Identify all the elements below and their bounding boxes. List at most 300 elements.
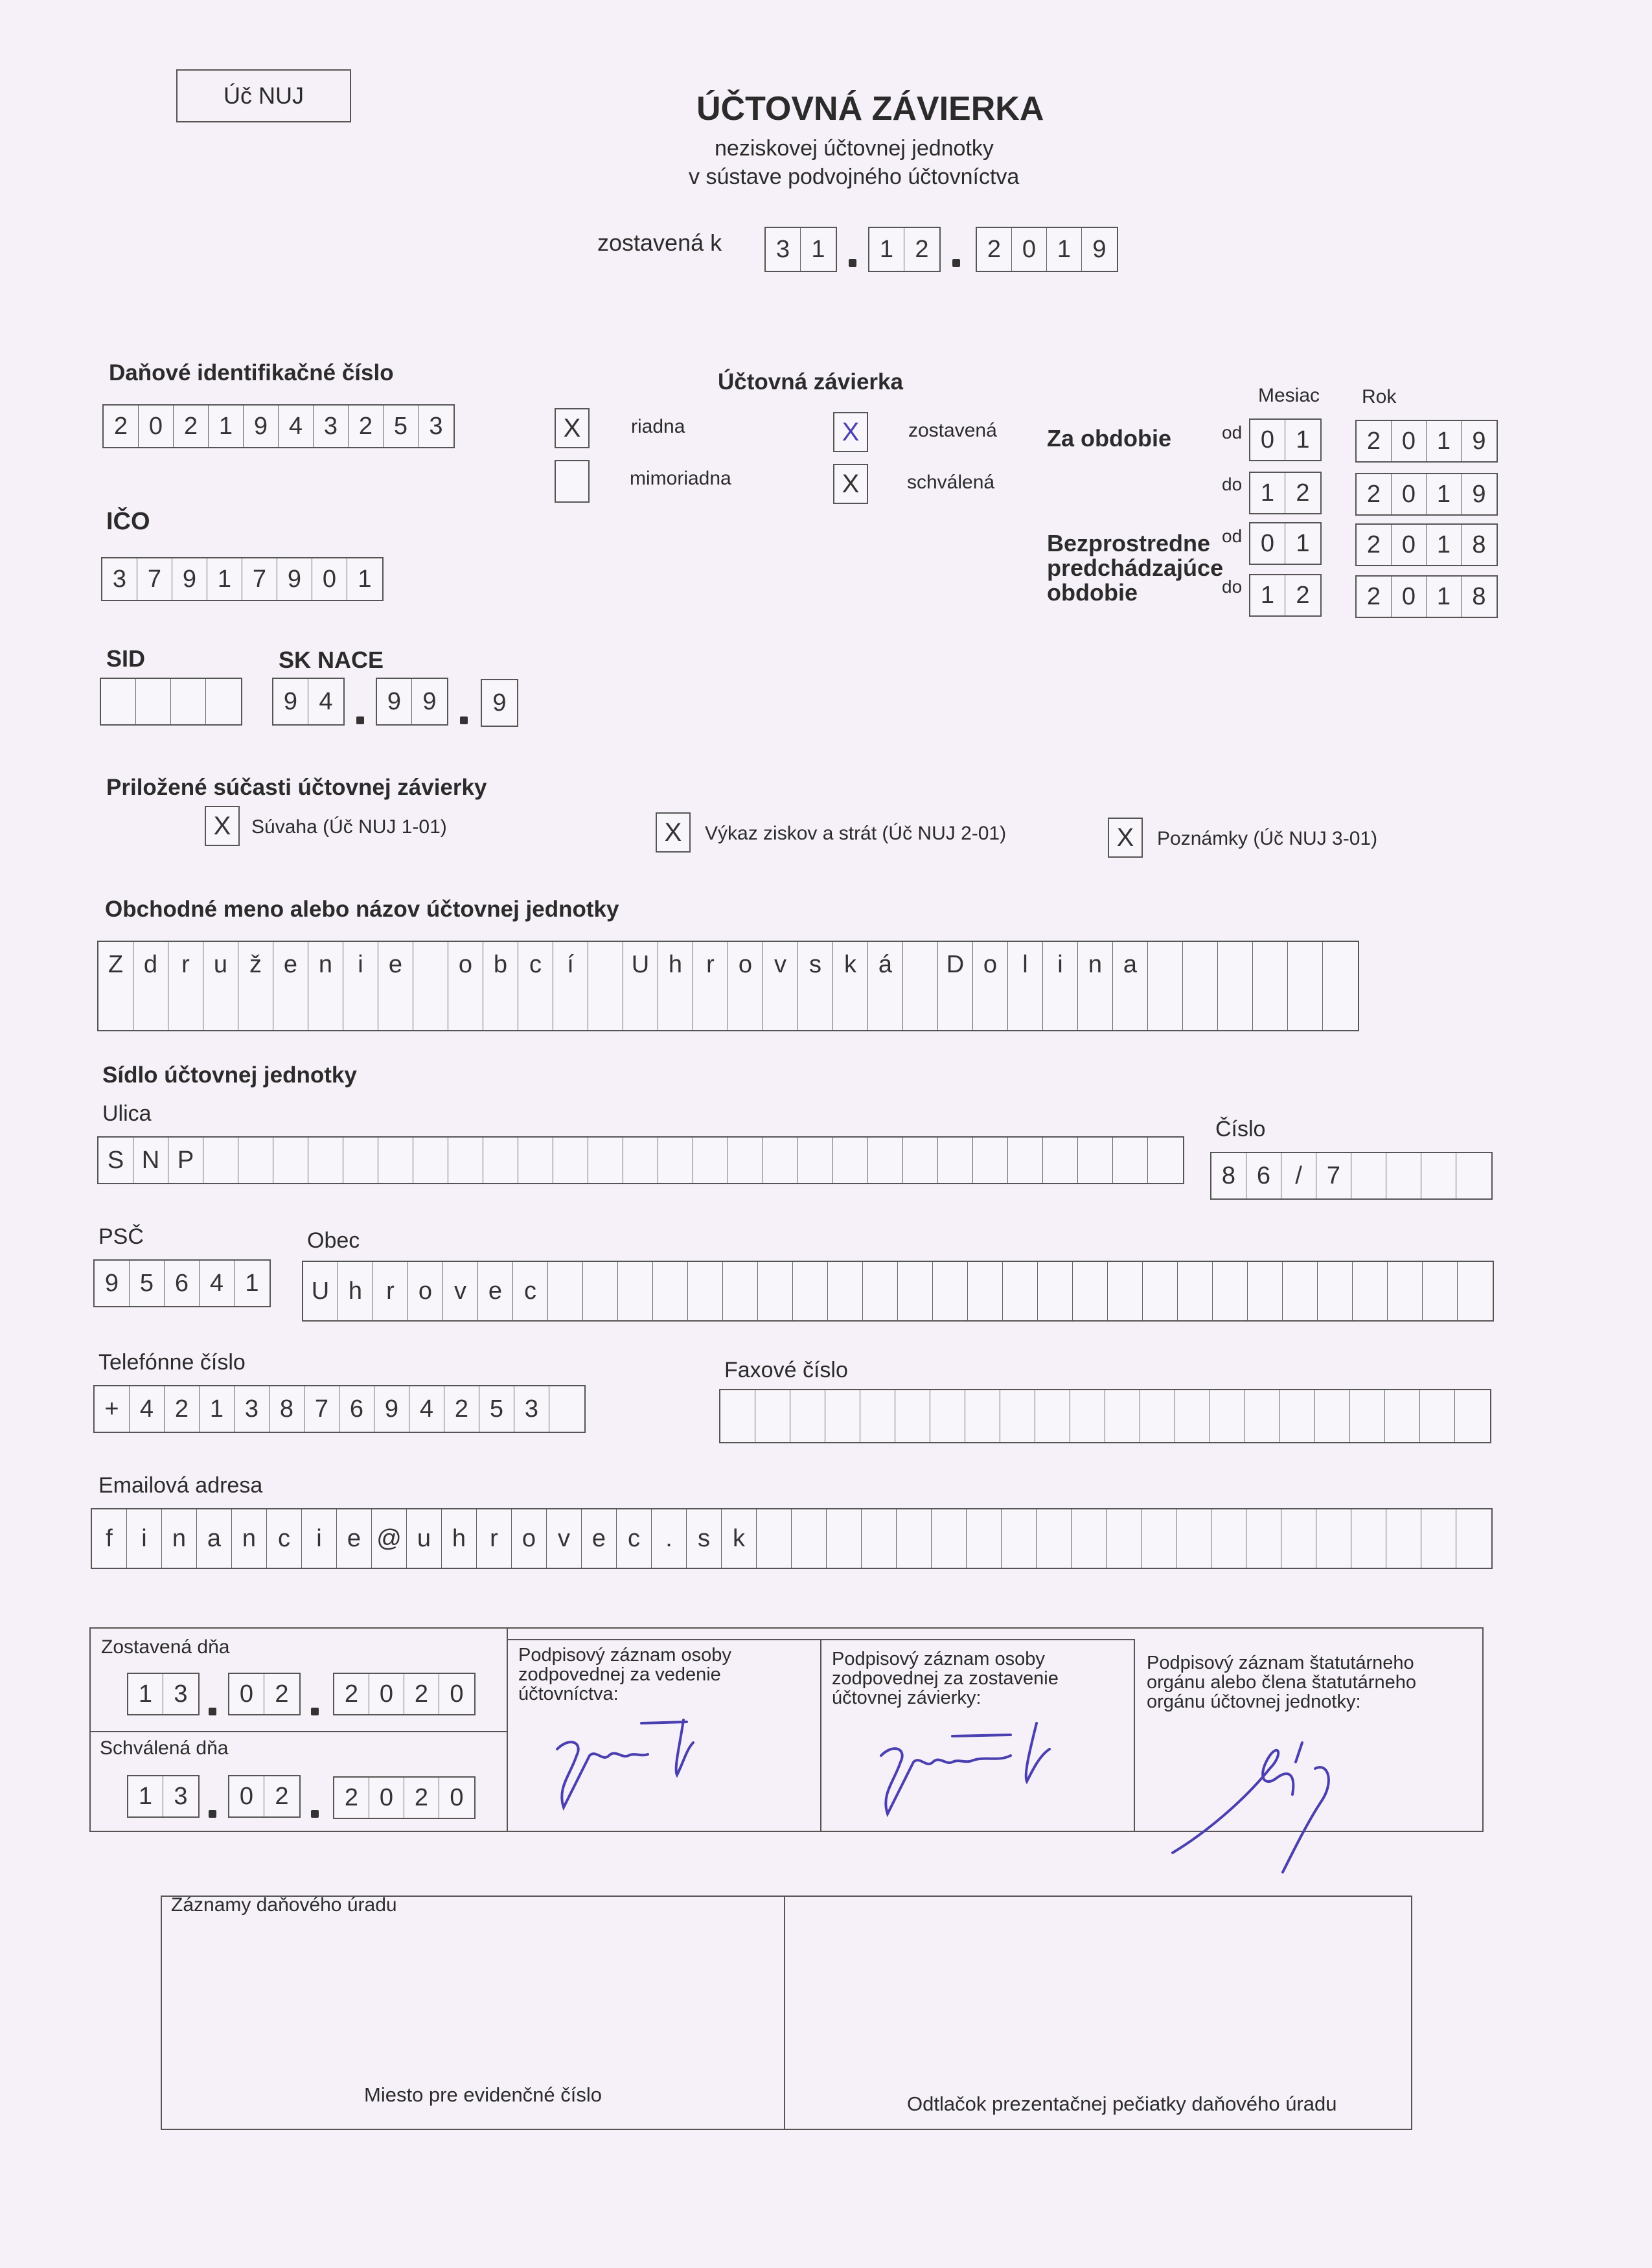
fax-field[interactable] xyxy=(719,1389,1491,1443)
nace-dot xyxy=(356,716,364,724)
zostavena-dna-label: Zostavená dňa xyxy=(101,1636,230,1658)
char-cell xyxy=(1421,1153,1456,1198)
char-cell xyxy=(1420,1390,1455,1442)
form-subtitle-2: v sústave podvojného účtovníctva xyxy=(689,165,1020,189)
char-cell: 9 xyxy=(273,679,308,724)
char-cell: 0 xyxy=(1250,523,1285,564)
char-cell: 7 xyxy=(304,1386,339,1432)
zavierka-label: Účtovná závierka xyxy=(718,369,903,395)
obec-field[interactable] xyxy=(302,1261,1494,1322)
char-cell: 1 xyxy=(1427,525,1462,565)
char-cell xyxy=(623,1138,658,1183)
char-cell: 3 xyxy=(314,406,349,447)
char-cell: 2 xyxy=(444,1386,479,1432)
char-cell xyxy=(860,1390,895,1442)
char-cell xyxy=(755,1390,790,1442)
od-label: od xyxy=(1222,422,1243,442)
char-cell xyxy=(1072,1509,1107,1568)
char-cell xyxy=(1248,1262,1283,1320)
compiled-year[interactable] xyxy=(976,227,1118,272)
char-cell: 1 xyxy=(209,406,244,447)
char-cell xyxy=(833,986,868,1030)
char-cell: 2 xyxy=(1296,479,1310,507)
char-cell: 2 xyxy=(404,1674,439,1714)
cislo-label: Číslo xyxy=(1215,1117,1266,1141)
char-cell xyxy=(548,1262,583,1320)
char-cell: v xyxy=(443,1262,478,1320)
schvalena-checkbox[interactable]: X xyxy=(833,464,868,504)
char-cell xyxy=(518,986,553,1030)
char-cell: á xyxy=(868,942,903,987)
char-cell xyxy=(1073,1262,1108,1320)
zostavena-label: zostavená xyxy=(908,420,997,441)
char-cell xyxy=(903,986,938,1030)
psc-label: PSČ xyxy=(98,1224,144,1249)
char-cell xyxy=(1350,1390,1385,1442)
char-cell: u xyxy=(203,942,238,987)
cislo-field[interactable] xyxy=(1210,1152,1493,1200)
char-cell xyxy=(1351,1153,1386,1198)
char-cell xyxy=(1385,1390,1420,1442)
riadna-label: riadna xyxy=(631,416,685,437)
char-cell: 2 xyxy=(1296,581,1310,609)
char-cell: h xyxy=(658,942,693,987)
char-cell xyxy=(1113,1138,1148,1183)
sid-field[interactable] xyxy=(100,678,242,726)
char-cell xyxy=(967,1509,1002,1568)
schvalena-year[interactable] xyxy=(333,1776,476,1819)
char-cell: 8 xyxy=(270,1386,304,1432)
char-cell: 2 xyxy=(174,406,209,447)
char-cell: 0 xyxy=(450,1680,464,1708)
char-cell: 4 xyxy=(279,406,314,447)
char-cell: í xyxy=(553,942,588,987)
char-cell: h xyxy=(338,1262,373,1320)
char-cell: a xyxy=(197,1509,232,1568)
char-cell xyxy=(549,1386,584,1432)
previous-od-year[interactable] xyxy=(1355,523,1498,566)
char-cell: s xyxy=(798,942,833,987)
mimoriadna-checkbox[interactable] xyxy=(555,460,590,503)
char-cell: v xyxy=(763,942,798,987)
char-cell: l xyxy=(1008,942,1043,987)
char-cell xyxy=(1218,986,1253,1030)
char-cell: + xyxy=(95,1386,130,1432)
char-cell: 3 xyxy=(102,558,137,600)
name-line-1[interactable] xyxy=(97,941,1359,989)
char-cell xyxy=(1043,986,1078,1030)
char-cell xyxy=(168,986,203,1030)
char-cell: i xyxy=(343,942,378,987)
signature-compiler xyxy=(868,1717,1062,1833)
name-label: Obchodné meno alebo názov účtovnej jednotky xyxy=(105,897,619,922)
char-cell xyxy=(413,942,448,987)
char-cell: 3 xyxy=(514,1386,549,1432)
rok-label: Rok xyxy=(1362,386,1397,407)
predch-label-1: Bezprostredne xyxy=(1047,530,1211,556)
char-cell: S xyxy=(98,1138,133,1183)
char-cell xyxy=(378,986,413,1030)
char-cell: i xyxy=(302,1509,337,1568)
char-cell: U xyxy=(303,1262,338,1320)
char-cell: 2 xyxy=(349,406,384,447)
char-cell xyxy=(1003,1262,1038,1320)
char-cell: 9 xyxy=(492,689,507,716)
char-cell: 2 xyxy=(1357,421,1392,461)
char-cell xyxy=(1253,986,1288,1030)
char-cell: e xyxy=(337,1509,372,1568)
char-cell: s xyxy=(687,1509,722,1568)
zostavena-day[interactable] xyxy=(127,1673,200,1715)
char-cell xyxy=(1000,1390,1035,1442)
obec-label: Obec xyxy=(307,1228,360,1253)
char-cell xyxy=(101,679,136,724)
date-dot xyxy=(311,1708,319,1715)
date-dot xyxy=(311,1810,319,1818)
char-cell: 7 xyxy=(137,558,172,600)
char-cell: r xyxy=(477,1509,512,1568)
char-cell xyxy=(1175,1390,1210,1442)
char-cell xyxy=(1070,1390,1105,1442)
char-cell xyxy=(1288,986,1323,1030)
za-obdobie-label: Za obdobie xyxy=(1047,425,1171,452)
char-cell xyxy=(930,1390,965,1442)
char-cell: n xyxy=(232,1509,267,1568)
char-cell: f xyxy=(92,1509,127,1568)
char-cell xyxy=(688,1262,723,1320)
char-cell: P xyxy=(168,1138,203,1183)
char-cell: 4 xyxy=(200,1261,235,1306)
char-cell xyxy=(868,1138,903,1183)
evidence-number-caption: Miesto pre evidenčné číslo xyxy=(364,2083,602,2106)
char-cell xyxy=(763,986,798,1030)
char-cell xyxy=(1353,1262,1388,1320)
char-cell: c xyxy=(617,1509,652,1568)
char-cell xyxy=(758,1262,793,1320)
sk-nace-label: SK NACE xyxy=(279,647,384,673)
char-cell: 9 xyxy=(172,558,207,600)
char-cell xyxy=(413,1138,448,1183)
char-cell xyxy=(623,986,658,1030)
char-cell: v xyxy=(547,1509,582,1568)
char-cell xyxy=(1245,1390,1280,1442)
do-label: do xyxy=(1222,474,1243,494)
char-cell: 9 xyxy=(277,558,312,600)
vykaz-checkbox[interactable]: X xyxy=(656,812,691,853)
char-cell: . xyxy=(652,1509,687,1568)
char-cell: 8 xyxy=(1472,531,1486,558)
char-cell xyxy=(1316,1509,1351,1568)
char-cell: i xyxy=(127,1509,162,1568)
char-cell: 1 xyxy=(1427,421,1462,461)
char-cell: c xyxy=(267,1509,302,1568)
char-cell xyxy=(483,1138,518,1183)
char-cell xyxy=(1421,1509,1456,1568)
char-cell: 9 xyxy=(377,679,412,724)
char-cell xyxy=(588,986,623,1030)
current-od-month[interactable] xyxy=(1249,418,1322,461)
char-cell xyxy=(1037,1509,1072,1568)
char-cell xyxy=(1113,986,1148,1030)
char-cell: c xyxy=(513,1262,548,1320)
char-cell: 2 xyxy=(334,1778,369,1818)
char-cell xyxy=(1288,942,1323,987)
date-dot xyxy=(952,259,960,267)
previous-od-month[interactable] xyxy=(1249,522,1322,565)
schvalena-label: schválená xyxy=(907,472,995,493)
char-cell xyxy=(1456,1153,1491,1198)
char-cell xyxy=(1008,986,1043,1030)
nace-dot xyxy=(460,716,468,724)
char-cell xyxy=(448,986,483,1030)
char-cell xyxy=(583,1262,618,1320)
sk-nace-part-1[interactable] xyxy=(272,678,345,726)
char-cell: n xyxy=(308,942,343,987)
char-cell: 7 xyxy=(242,558,277,600)
char-cell xyxy=(203,986,238,1030)
char-cell xyxy=(1318,1262,1353,1320)
char-cell xyxy=(862,1509,897,1568)
char-cell xyxy=(378,1138,413,1183)
char-cell xyxy=(1141,1509,1176,1568)
char-cell: 1 xyxy=(811,235,825,263)
char-cell: n xyxy=(162,1509,197,1568)
poznamky-label: Poznámky (Úč NUJ 3-01) xyxy=(1157,828,1378,849)
char-cell: 4 xyxy=(130,1386,165,1432)
char-cell: 0 xyxy=(1392,525,1427,565)
char-cell: u xyxy=(407,1509,442,1568)
char-cell xyxy=(903,1138,938,1183)
zostavena-month[interactable] xyxy=(228,1673,301,1715)
char-cell: e xyxy=(582,1509,617,1568)
char-cell xyxy=(588,942,623,987)
od-label: od xyxy=(1222,526,1243,546)
char-cell: Z xyxy=(98,942,133,987)
char-cell xyxy=(933,1262,968,1320)
char-cell xyxy=(1105,1390,1140,1442)
tel-field[interactable] xyxy=(93,1385,586,1433)
sk-nace-part-2[interactable] xyxy=(376,678,448,726)
char-cell xyxy=(1148,1138,1183,1183)
char-cell xyxy=(343,1138,378,1183)
char-cell xyxy=(308,1138,343,1183)
char-cell: 0 xyxy=(312,558,347,600)
char-cell xyxy=(1148,942,1183,987)
char-cell xyxy=(973,986,1008,1030)
char-cell xyxy=(1143,1262,1178,1320)
char-cell: 9 xyxy=(1472,480,1486,508)
seat-label: Sídlo účtovnej jednotky xyxy=(102,1062,357,1088)
char-cell: o xyxy=(728,942,763,987)
char-cell xyxy=(693,986,728,1030)
char-cell: 6 xyxy=(1246,1153,1281,1198)
compiled-to-label: zostavená k xyxy=(597,229,722,256)
char-cell: 2 xyxy=(915,235,929,263)
char-cell: 1 xyxy=(1296,529,1310,557)
char-cell: 6 xyxy=(339,1386,374,1432)
char-cell: 0 xyxy=(139,406,174,447)
char-cell xyxy=(728,1138,763,1183)
char-cell: 6 xyxy=(165,1261,200,1306)
zostavena-year[interactable] xyxy=(333,1673,476,1715)
char-cell xyxy=(793,1262,828,1320)
dic-field[interactable] xyxy=(102,404,455,448)
tax-office-divider xyxy=(784,1896,785,2130)
char-cell: o xyxy=(408,1262,443,1320)
char-cell: d xyxy=(133,942,168,987)
char-cell: 8 xyxy=(1211,1153,1246,1198)
current-od-year[interactable] xyxy=(1355,420,1498,463)
char-cell xyxy=(203,1138,238,1183)
char-cell: e xyxy=(478,1262,513,1320)
char-cell: 2 xyxy=(275,1782,289,1810)
char-cell xyxy=(1388,1262,1423,1320)
char-cell xyxy=(1002,1509,1037,1568)
char-cell xyxy=(723,1262,758,1320)
char-cell: ž xyxy=(238,942,273,987)
sk-nace-part-3[interactable] xyxy=(481,679,518,727)
char-cell: r xyxy=(693,942,728,987)
char-cell: 3 xyxy=(766,228,801,271)
char-cell: 1 xyxy=(245,1269,259,1297)
char-cell xyxy=(136,679,171,724)
char-cell: c xyxy=(518,942,553,987)
char-cell xyxy=(133,986,168,1030)
char-cell xyxy=(206,679,241,724)
schvalena-month[interactable] xyxy=(228,1775,301,1818)
ico-field[interactable] xyxy=(101,557,384,601)
char-cell xyxy=(1456,1509,1491,1568)
char-cell xyxy=(1183,942,1218,987)
char-cell xyxy=(483,986,518,1030)
char-cell: 4 xyxy=(319,687,333,715)
char-cell xyxy=(658,1138,693,1183)
previous-do-year[interactable] xyxy=(1355,575,1498,618)
char-cell: 2 xyxy=(334,1674,369,1714)
form-code: Úč NUJ xyxy=(224,82,304,109)
char-cell: D xyxy=(938,942,973,987)
fax-label: Faxové číslo xyxy=(724,1358,848,1382)
char-cell: 1 xyxy=(1427,474,1462,514)
email-field[interactable] xyxy=(91,1508,1493,1569)
do-label: do xyxy=(1222,577,1243,597)
char-cell: 3 xyxy=(174,1680,188,1708)
date-dot xyxy=(209,1708,216,1715)
form-code-box xyxy=(176,69,351,122)
compiled-month[interactable] xyxy=(868,227,941,272)
name-line-2[interactable] xyxy=(97,986,1359,1031)
char-cell xyxy=(833,1138,868,1183)
ico-label: IČO xyxy=(106,508,150,535)
char-cell xyxy=(973,1138,1008,1183)
char-cell: 9 xyxy=(1472,427,1486,455)
char-cell xyxy=(763,1138,798,1183)
char-cell: r xyxy=(168,942,203,987)
char-cell xyxy=(1423,1262,1458,1320)
char-cell xyxy=(448,1138,483,1183)
char-cell xyxy=(868,986,903,1030)
char-cell: 2 xyxy=(165,1386,200,1432)
suvaha-checkbox[interactable]: X xyxy=(205,806,240,846)
char-cell: 0 xyxy=(1012,228,1047,271)
char-cell: n xyxy=(1078,942,1113,987)
char-cell xyxy=(1078,986,1113,1030)
tax-office-label: Záznamy daňového úradu xyxy=(171,1894,397,1916)
char-cell xyxy=(1035,1390,1070,1442)
char-cell: 1 xyxy=(1296,426,1310,453)
char-cell xyxy=(938,986,973,1030)
compiled-day[interactable] xyxy=(764,227,837,272)
char-cell: 5 xyxy=(130,1261,165,1306)
char-cell xyxy=(1386,1153,1421,1198)
char-cell: / xyxy=(1281,1153,1316,1198)
previous-do-month[interactable] xyxy=(1249,574,1322,617)
date-dot xyxy=(209,1810,216,1818)
char-cell xyxy=(1043,1138,1078,1183)
char-cell: o xyxy=(512,1509,547,1568)
char-cell xyxy=(757,1509,792,1568)
char-cell: 0 xyxy=(1392,577,1427,617)
char-cell: 2 xyxy=(404,1778,439,1818)
char-cell xyxy=(1176,1509,1211,1568)
char-cell xyxy=(653,1262,688,1320)
mimoriadna-label: mimoriadna xyxy=(630,468,731,489)
ulica-label: Ulica xyxy=(102,1101,152,1126)
char-cell: U xyxy=(623,942,658,987)
poznamky-checkbox[interactable]: X xyxy=(1108,818,1143,858)
char-cell xyxy=(171,679,206,724)
ulica-field[interactable] xyxy=(97,1136,1184,1184)
predch-label-3: obdobie xyxy=(1047,579,1138,606)
char-cell xyxy=(728,986,763,1030)
char-cell: 0 xyxy=(229,1776,264,1816)
suvaha-label: Súvaha (Úč NUJ 1-01) xyxy=(251,816,447,838)
current-do-month[interactable] xyxy=(1249,472,1322,514)
char-cell xyxy=(553,986,588,1030)
char-cell xyxy=(588,1138,623,1183)
char-cell xyxy=(968,1262,1003,1320)
email-label: Emailová adresa xyxy=(98,1473,263,1498)
vykaz-label: Výkaz ziskov a strát (Úč NUJ 2-01) xyxy=(705,823,1007,844)
char-cell xyxy=(863,1262,898,1320)
dic-label: Daňové identifikačné číslo xyxy=(109,360,394,385)
char-cell: a xyxy=(1113,942,1148,987)
char-cell: 2 xyxy=(275,1680,289,1708)
char-cell: e xyxy=(273,942,308,987)
char-cell xyxy=(693,1138,728,1183)
current-do-year[interactable] xyxy=(1355,473,1498,516)
char-cell: 1 xyxy=(1250,575,1285,615)
form-subtitle-1: neziskovej účtovnej jednotky xyxy=(715,136,994,161)
char-cell xyxy=(1323,986,1358,1030)
char-cell xyxy=(1315,1390,1350,1442)
char-cell xyxy=(1253,942,1288,987)
char-cell xyxy=(898,1262,933,1320)
char-cell: r xyxy=(373,1262,408,1320)
char-cell xyxy=(1211,1509,1246,1568)
char-cell: @ xyxy=(372,1509,407,1568)
char-cell xyxy=(1178,1262,1213,1320)
char-cell: 5 xyxy=(479,1386,514,1432)
char-cell: o xyxy=(448,942,483,987)
psc-field[interactable] xyxy=(93,1259,271,1307)
char-cell: 3 xyxy=(429,412,443,440)
riadna-checkbox[interactable]: X xyxy=(555,408,590,448)
schvalena-day[interactable] xyxy=(127,1775,200,1818)
char-cell xyxy=(413,986,448,1030)
zostavena-checkbox[interactable]: X xyxy=(833,412,868,452)
char-cell xyxy=(1458,1262,1493,1320)
